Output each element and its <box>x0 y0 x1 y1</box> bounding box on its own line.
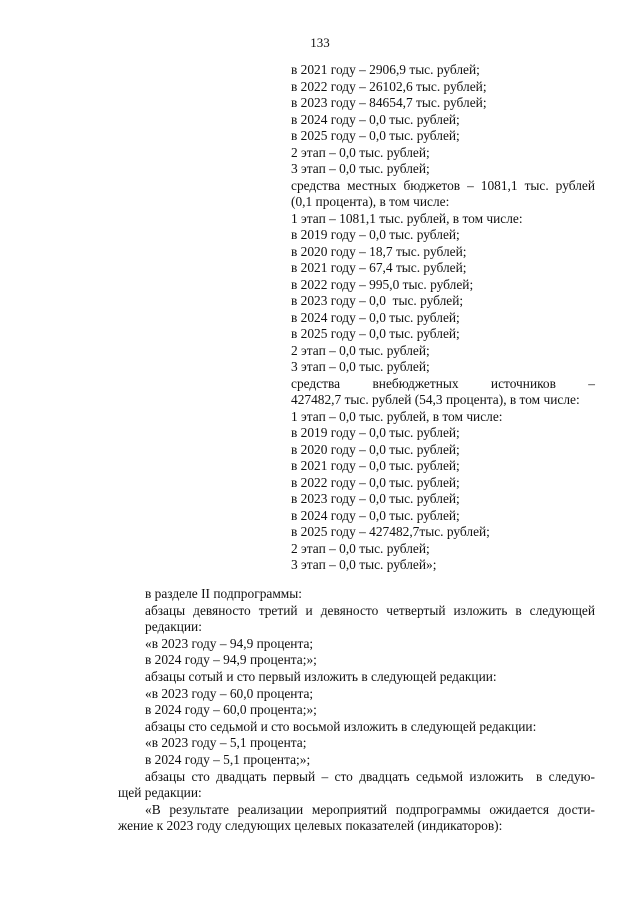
quote-line: «в 2023 году – 5,1 процента; <box>145 735 307 751</box>
quote-line: в 2024 году – 94,9 процента;»; <box>145 652 317 668</box>
funding-line: в 2021 году – 2906,9 тыс. рублей; <box>291 62 480 77</box>
funding-line: в 2020 году – 18,7 тыс. рублей; <box>291 243 467 259</box>
quote-line: в 2024 году – 5,1 процента;»; <box>145 751 311 767</box>
amendments-text <box>118 586 595 835</box>
funding-line: 3 этап – 0,0 тыс. рублей; <box>291 161 430 176</box>
quote-line: «в 2023 году – 60,0 процента; <box>145 685 314 701</box>
funding-line: в 2019 году – 0,0 тыс. рублей; <box>291 227 460 242</box>
paragraph-continuation: редакции: <box>145 619 202 635</box>
funding-line: 1 этап – 0,0 тыс. рублей, в том числе: <box>291 408 503 424</box>
paragraph-text: абзацы девяносто третий и девяносто четвертый изложить в следующей <box>145 602 595 618</box>
funding-line: в 2024 году – 0,0 тыс. рублей; <box>291 111 460 127</box>
funding-line: в 2022 году – 995,0 тыс. рублей; <box>291 276 474 292</box>
quote-line: «в 2023 году – 94,9 процента; <box>145 635 314 651</box>
funding-breakdown <box>291 62 595 574</box>
funding-line: в 2022 году – 0,0 тыс. рублей; <box>291 474 460 490</box>
quote-line: в 2024 году – 60,0 процента;»; <box>145 702 317 718</box>
funding-line: в 2024 году – 0,0 тыс. рублей; <box>291 507 460 523</box>
paragraph-continuation: жение к 2023 году следующих целевых показателей (индикаторов): <box>118 818 503 834</box>
page-number: 133 <box>310 35 330 50</box>
paragraph-continuation: щей редакции: <box>118 785 202 801</box>
funding-line: средства внебюджетных источников – <box>291 375 595 391</box>
funding-line: в 2025 году – 0,0 тыс. рублей; <box>291 128 460 143</box>
funding-line: 2 этап – 0,0 тыс. рублей; <box>291 144 430 160</box>
funding-line: 2 этап – 0,0 тыс. рублей; <box>291 540 430 556</box>
funding-line: в 2023 году – 0,0 тыс. рублей; <box>291 491 460 506</box>
funding-line: в 2020 году – 0,0 тыс. рублей; <box>291 441 460 457</box>
funding-line: в 2024 году – 0,0 тыс. рублей; <box>291 309 460 325</box>
funding-line: средства местных бюджетов – 1081,1 тыс. рублей <box>291 177 595 193</box>
funding-line: в 2025 году – 0,0 тыс. рублей; <box>291 326 460 341</box>
funding-line: в 2023 году – 0,0 тыс. рублей; <box>291 293 464 308</box>
paragraph-text: абзацы сто двадцать первый – сто двадцать седьмой изложить в следую- <box>145 768 595 784</box>
funding-line: в 2025 году – 427482,7тыс. рублей; <box>291 524 490 539</box>
funding-line: 427482,7 тыс. рублей (54,3 процента), в том числе: <box>291 392 580 407</box>
funding-line: в 2021 году – 0,0 тыс. рублей; <box>291 458 460 473</box>
paragraph <box>118 769 595 786</box>
funding-line: 1 этап – 1081,1 тыс. рублей, в том числе: <box>291 210 523 226</box>
funding-line: 2 этап – 0,0 тыс. рублей; <box>291 342 430 358</box>
paragraph <box>118 603 595 620</box>
paragraph: абзацы сто седьмой и сто восьмой изложить в следующей редакции: <box>145 718 537 734</box>
paragraph-text: «В результате реализации мероприятий подпрограммы ожидается дости- <box>145 801 595 817</box>
funding-line: 3 этап – 0,0 тыс. рублей; <box>291 359 430 374</box>
funding-line: (0,1 процента), в том числе: <box>291 194 450 209</box>
funding-line: в 2019 году – 0,0 тыс. рублей; <box>291 425 460 440</box>
section-intro: в разделе II подпрограммы: <box>145 586 302 601</box>
paragraph <box>118 802 595 819</box>
paragraph: абзацы сотый и сто первый изложить в следующей редакции: <box>145 668 497 684</box>
funding-line: 3 этап – 0,0 тыс. рублей»; <box>291 557 437 572</box>
funding-line: в 2022 году – 26102,6 тыс. рублей; <box>291 78 487 94</box>
funding-line: в 2023 году – 84654,7 тыс. рублей; <box>291 95 487 110</box>
funding-line: в 2021 году – 67,4 тыс. рублей; <box>291 260 467 275</box>
